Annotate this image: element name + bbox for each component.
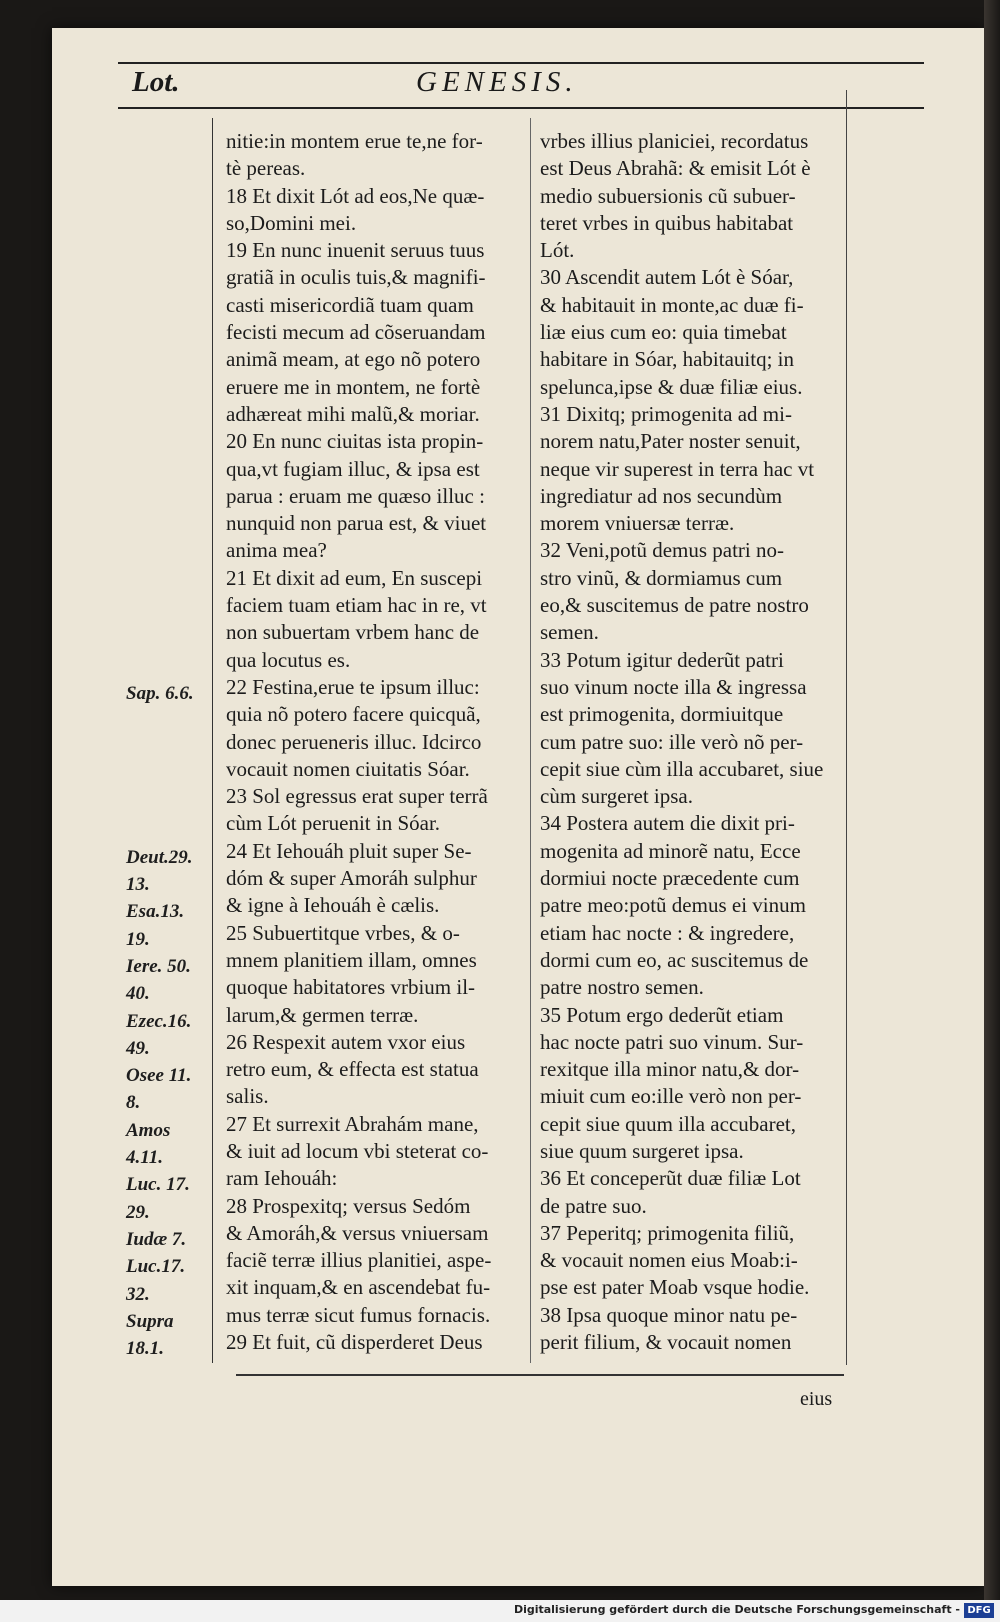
marginal-note [126,789,210,816]
text-line: 35 Potum ergo dederũt etiam [540,1002,784,1027]
text-line: de patre suo. [540,1193,647,1218]
text-line: 34 Postera autem die dixit pri- [540,811,795,836]
marginal-note: Iudæ 7. [126,1228,187,1250]
text-line: mnem planitiem illam, omnes [226,947,477,972]
text-line: cùm surgeret ipsa. [540,784,693,809]
text-line: 29 Et fuit, cũ disperderet Deus [226,1330,483,1355]
marginal-note: 19. [126,928,150,950]
text-line: animã meam, at ego nõ potero [226,347,481,372]
text-line: morem vniuersæ terræ. [540,511,735,536]
text-line: parua : eruam me quæso illuc : [226,483,485,508]
text-line: & igne à Iehouáh è cælis. [226,893,440,918]
marginal-note: Sap. 6.6. [126,683,194,704]
text-line: 38 Ipsa quoque minor natu pe- [540,1302,798,1327]
text-line: pse est pater Moab vsque hodie. [540,1275,810,1300]
text-line: 22 Festina,erue te ipsum illuc: [226,674,480,699]
text-line: 23 Sol egressus erat super terrã [226,784,488,809]
text-line: ram Iehouáh: [226,1166,338,1191]
text-line: 32 Veni,potũ demus patri no- [540,538,785,563]
text-line: nitie:in montem erue te,ne for- [226,129,483,153]
text-line: retro eum, & effecta est statua [226,1057,479,1082]
running-head-left: Lot. [132,66,180,98]
text-line: 31 Dixitq; primogenita ad mi- [540,401,792,426]
dfg-logo: DFG [964,1603,994,1618]
marginal-notes [126,680,210,1362]
text-line: faciẽ terræ illius planitiei, aspe- [226,1248,492,1273]
running-head-title: GENESIS. [416,66,578,98]
text-line: ingrediatur ad nos secundùm [540,483,783,508]
text-line: 30 Ascendit autem Lót è Sóar, [540,265,794,290]
marginal-note: 18.1. [126,1338,164,1360]
column-rule [530,118,531,1363]
text-line: perit filium, & vocauit nomen [540,1330,792,1355]
text-line: dormi cum eo, ac suscitemus de [540,947,809,972]
marginal-note: 40. [126,983,150,1005]
text-line: & habitauit in monte,ac duæ fi- [540,292,804,317]
marginal-note [126,762,210,789]
text-line: patre meo:potũ demus ei vinum [540,893,806,918]
text-line: mus terræ sicut fumus fornacis. [226,1302,491,1327]
text-line: eo,& suscitemus de patre nostro [540,593,809,618]
text-line: hac nocte patri suo vinum. Sur- [540,1029,804,1054]
marginal-note [126,707,210,734]
marginal-note: 32. [126,1283,150,1305]
text-line: suo vinum nocte illa & ingressa [540,674,807,699]
text-line: larum,& germen terræ. [226,1002,419,1027]
top-rule [118,62,924,64]
margin-rule [212,118,213,1363]
text-line: vocauit nomen ciuitatis Sóar. [226,756,470,781]
text-line: qua,vt fugiam illuc, & ipsa est [226,456,480,481]
text-line: 33 Potum igitur dederũt patri [540,647,784,672]
marginal-note: 13. [126,874,150,896]
scan-edge [984,0,1000,1622]
text-line: donec perueneris illuc. Idcirco [226,729,482,754]
text-line: anima mea? [226,538,327,563]
text-line: quia nõ potero facere quicquã, [226,702,481,727]
text-line: 18 Et dixit Lót ad eos,Ne quæ- [226,183,485,208]
text-line: medio subuersionis cũ subuer- [540,183,796,208]
text-line: eruere me in montem, ne fortè [226,374,481,399]
text-line: 26 Respexit autem vxor eius [226,1029,466,1054]
text-line: liæ eius cum eo: quia timebat [540,320,787,345]
text-line: adhæreat mihi malũ,& moriar. [226,401,480,426]
marginal-note: Esa.13. [126,901,185,923]
marginal-note [126,816,210,843]
text-line: nunquid non parua est, & viuet [226,511,487,536]
bottom-rule [236,1374,844,1376]
text-line: qua locutus es. [226,647,351,672]
text-line: habitare in Sóar, habitauitq; in [540,347,795,372]
text-line: faciem tuam etiam hac in re, vt [226,593,487,618]
text-line: 37 Peperitq; primogenita filiũ, [540,1220,795,1245]
marginal-note: Ezec.16. [126,1010,192,1032]
marginal-note: Supra [126,1310,174,1332]
text-line: dóm & super Amoráh sulphur [226,866,477,891]
text-line: 28 Prospexitq; versus Sedóm [226,1193,471,1218]
text-line: quoque habitatores vrbium il- [226,975,476,1000]
text-line: non subuertam vrbem hanc de [226,620,480,645]
text-line: gratiã in oculis tuis,& magnifi- [226,265,486,290]
text-line: est primogenita, dormiuitque [540,702,784,727]
text-line: cepit siue cùm illa accubaret, siue [540,756,824,781]
marginal-note: Osee 11. [126,1065,192,1087]
text-line: 24 Et Iehouáh pluit super Se- [226,838,472,863]
text-line: etiam hac nocte : & ingredere, [540,920,795,945]
text-line: teret vrbes in quibus habitabat [540,210,794,235]
right-text-column [540,128,842,1356]
text-line: fecisti mecum ad cõseruandam [226,320,486,345]
marginal-note: 49. [126,1037,150,1059]
text-line: & vocauit nomen eius Moab:i- [540,1248,798,1273]
left-text-column [226,128,526,1356]
text-line: casti misericordiã tuam quam [226,292,474,317]
marginal-note [126,735,210,762]
marginal-note: 4.11. [126,1147,163,1169]
text-line: salis. [226,1084,269,1109]
text-line: stro vinũ, & dormiamus cum [540,565,783,590]
marginal-note: Luc.17. [126,1256,186,1278]
text-line: 21 Et dixit ad eum, En suscepi [226,565,483,590]
text-line: siue quum surgeret ipsa. [540,1138,744,1163]
text-line: rexitque illa minor natu,& dor- [540,1057,800,1082]
text-line: semen. [540,620,599,645]
text-line: dormiui nocte præcedente cum [540,866,800,891]
text-line: 20 En nunc ciuitas ista propin- [226,429,484,454]
text-line: norem natu,Pater noster senuit, [540,429,801,454]
footer-credit: Digitalisierung gefördert durch die Deutsche Forschungsgemeinschaft - [513,1603,960,1616]
text-line: est Deus Abrahã: & emisit Lót è [540,156,811,181]
text-line: spelunca,ipse & duæ filiæ eius. [540,374,803,399]
text-line: so,Domini mei. [226,210,357,235]
text-line: & Amoráh,& versus vniuersam [226,1220,489,1245]
text-line: neque vir superest in terra hac vt [540,456,815,481]
text-line: 36 Et conceperũt duæ filiæ Lot [540,1166,801,1191]
header-rule [118,107,924,109]
text-line: xit inquam,& en ascendebat fu- [226,1275,491,1300]
marginal-note: Iere. 50. [126,955,191,977]
text-line: 27 Et surrexit Abrahám mane, [226,1111,479,1136]
marginal-note: 8. [126,1092,141,1114]
text-line: patre nostro semen. [540,975,704,1000]
text-line: cum patre suo: ille verò nõ per- [540,729,804,754]
text-line: Lót. [540,238,575,263]
catchword: eius [800,1388,833,1410]
text-line: vrbes illius planiciei, recordatus [540,129,809,153]
right-rule [846,90,847,1365]
text-line: cepit siue quum illa accubaret, [540,1111,796,1136]
marginal-note: Deut.29. [126,846,193,868]
marginal-note: Luc. 17. [126,1174,190,1196]
text-line: miuit cum eo:ille verò non per- [540,1084,802,1109]
marginal-note: 29. [126,1201,150,1223]
text-line: cùm Lót peruenit in Sóar. [226,811,441,836]
text-line: 25 Subuertitque vrbes, & o- [226,920,460,945]
text-line: mogenita ad minorẽ natu, Ecce [540,838,801,863]
text-line: & iuit ad locum vbi steterat co- [226,1138,489,1163]
text-line: tè pereas. [226,156,306,181]
text-line: 19 En nunc inuenit seruus tuus [226,238,485,263]
marginal-note: Amos [126,1119,171,1141]
